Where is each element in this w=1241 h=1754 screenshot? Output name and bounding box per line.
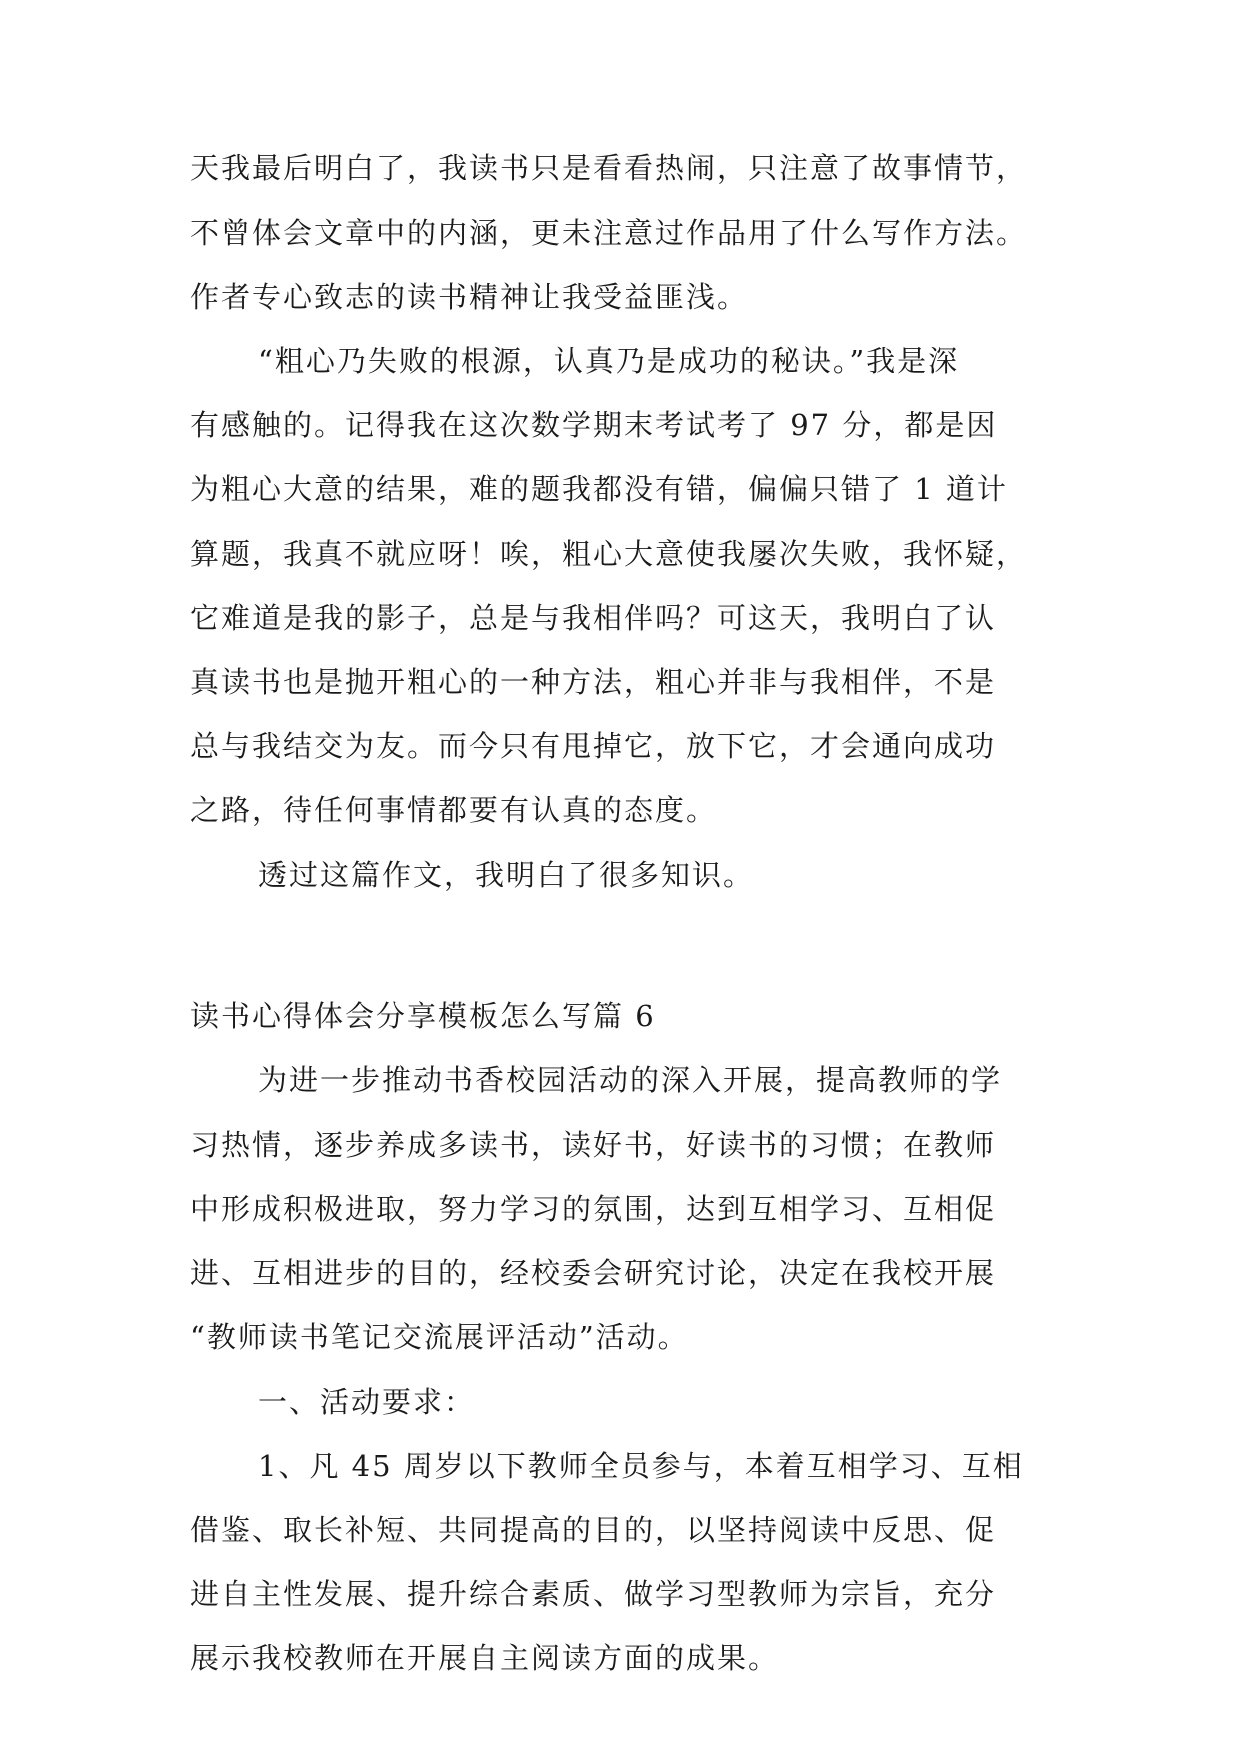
text-line: “粗心乃失败的根源，认真乃是成功的秘诀。”我是深 (258, 344, 960, 378)
text-line: 总与我结交为友。而今只有甩掉它，放下它，才会通向成功 (190, 729, 997, 763)
text-line: 透过这篇作文，我明白了很多知识。 (258, 858, 755, 892)
text-line: 借鉴、取长补短、共同提高的目的，以坚持阅读中反思、促 (190, 1513, 997, 1547)
text-line: 中形成积极进取，努力学习的氛围，达到互相学习、互相促 (190, 1192, 997, 1226)
text-line: “教师读书笔记交流展评活动”活动。 (190, 1320, 689, 1354)
text-line: 算题，我真不就应呀！唉，粗心大意使我屡次失败，我怀疑， (190, 537, 1028, 571)
text-line: 进、互相进步的目的，经校委会研究讨论，决定在我校开展 (190, 1256, 997, 1290)
section-heading: 读书心得体会分享模板怎么写篇 6 (190, 999, 656, 1033)
text-line: 1、凡 45 周岁以下教师全员参与，本着互相学习、互相 (258, 1449, 1024, 1483)
text-line: 真读书也是抛开粗心的一种方法，粗心并非与我相伴，不是 (190, 665, 997, 699)
text-line: 习热情，逐步养成多读书，读好书，好读书的习惯；在教师 (190, 1128, 997, 1162)
text-line: 为粗心大意的结果，难的题我都没有错，偏偏只错了 1 道计 (190, 472, 1008, 506)
text-line: 它难道是我的影子，总是与我相伴吗？可这天，我明白了认 (190, 601, 997, 635)
text-line: 作者专心致志的读书精神让我受益匪浅。 (190, 280, 749, 314)
text-line: 进自主性发展、提升综合素质、做学习型教师为宗旨，充分 (190, 1577, 997, 1611)
text-line: 之路，待任何事情都要有认真的态度。 (190, 793, 718, 827)
text-line: 为进一步推动书香校园活动的深入开展，提高教师的学 (258, 1063, 1003, 1097)
text-line: 有感触的。记得我在这次数学期末考试考了 97 分，都是因 (190, 408, 998, 442)
text-line: 不曾体会文章中的内涵，更未注意过作品用了什么写作方法。 (190, 216, 1028, 250)
text-line: 展示我校教师在开展自主阅读方面的成果。 (190, 1641, 780, 1675)
text-line: 天我最后明白了，我读书只是看看热闹，只注意了故事情节， (190, 151, 1028, 185)
text-line: 一、活动要求： (258, 1385, 476, 1419)
